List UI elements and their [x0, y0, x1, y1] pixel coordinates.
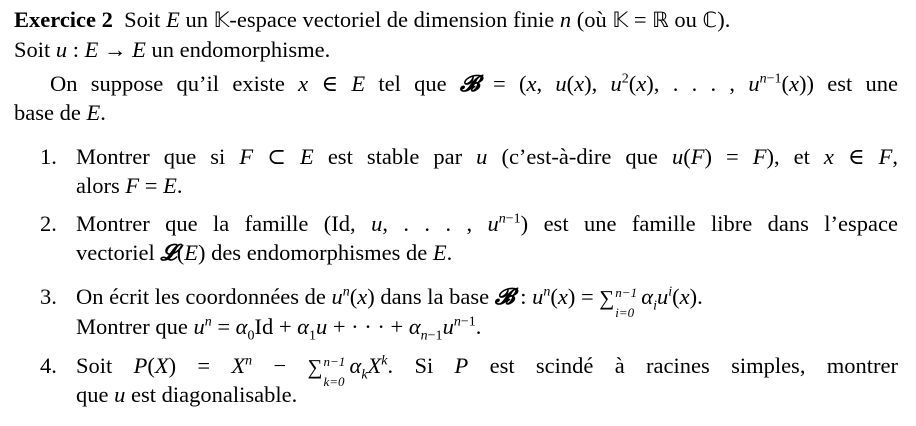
sum-operator: ∑ n−1 i=0 [599, 285, 638, 320]
question-3-number: 3. [40, 284, 57, 309]
exercise-label: Exercice 2 [14, 7, 113, 32]
question-1-line-2: alors F = E. [76, 173, 183, 198]
hypothesis-line-1: On suppose qu’il existe x ∈ E tel que 𝓑 = (x, u(x), $u^2(x)$, . . . , $u^{n-1}(x)$) est une [50, 71, 898, 97]
question-1-number: 1. [40, 144, 57, 169]
question-1-line-1: Montrer que si F ⊂ E est stable par u (c’est-à-dire que u(F) = F), et x ∈ F, [76, 144, 898, 169]
question-4-number: 4. [40, 353, 57, 378]
exercise-statement-line-1: Exercice 2 Soit E un 𝕂-espace vectoriel de dimension finie n (où 𝕂 = ℝ ou ℂ). [14, 7, 731, 32]
question-4-line-2: que u est diagonalisable. [76, 382, 298, 407]
sum-operator: ∑ n−1 k=0 [307, 354, 346, 389]
question-2-number: 2. [40, 211, 57, 236]
question-4-line-1: Soit $P(X) = X^n$ − ∑ n−1 k=0 $\alpha_kX^k$. Si P est scindé à racines simples, montrer [76, 353, 898, 389]
exercise-statement-line-2: Soit u : E → E un endomorphisme. [14, 37, 331, 62]
question-3-line-2: Montrer que $u^n = \alpha_0Id + \alpha_1u$ + · · · + $\alpha_{n-1}u^{n-1}$. [76, 314, 482, 344]
question-3-line-1: On écrit les coordonnées de $u^n(x)$ dans la base 𝓑 : $u^n(x)$ = ∑ n−1 i=0 $\alpha_iu^i(x)$. [76, 284, 703, 320]
question-2-line-1: Montrer que la famille (Id, u, . . . , $u^{n-1}$) est une famille libre dans l’espace [76, 211, 898, 236]
hypothesis-line-2: base de E. [14, 100, 106, 125]
question-2-line-2: vectoriel 𝓛(E) des endomorphismes de E. [76, 240, 453, 266]
